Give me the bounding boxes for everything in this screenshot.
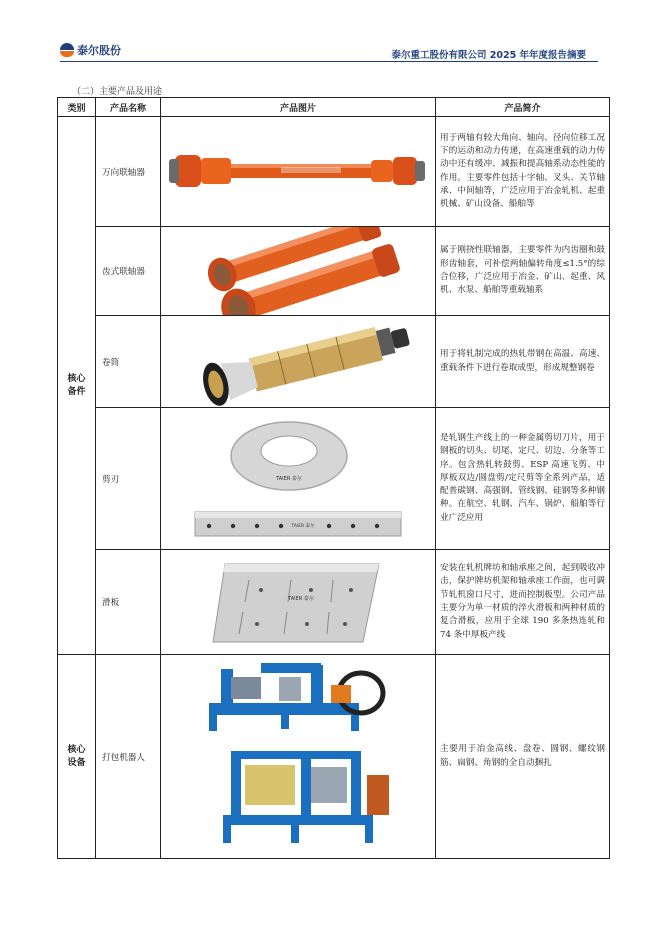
- header-product-name: 产品名称: [96, 98, 161, 117]
- products-table: [57, 97, 610, 859]
- blade-bar-mark-text: TAIER 泰尔: [291, 524, 315, 529]
- table-header-row: [58, 98, 610, 117]
- product-name: 万向联轴器: [96, 117, 161, 227]
- table-row: [58, 227, 610, 316]
- product-description: 用于将轧制完成的热轧带钢在高温、高速、重载条件下进行卷取成型，形成规整钢卷: [436, 316, 610, 408]
- company-logo: [60, 42, 121, 58]
- product-name: 齿式联轴器: [96, 227, 161, 316]
- table-row: [58, 408, 610, 550]
- product-description: 属于刚挠性联轴器，主要零件为内齿圈和鼓形齿轴套，可补偿两轴偏转角度≤1.5°的综合位移，广泛应用于冶金、矿山、起重、风机、水泵、船舶等重载轴系: [436, 227, 610, 316]
- product-name: 卷筒: [96, 316, 161, 408]
- product-name: 滑板: [96, 550, 161, 655]
- product-name: 剪刃: [96, 408, 161, 550]
- category-core-equipment: [58, 655, 96, 859]
- page-header: [60, 40, 598, 62]
- shear-blade-image: [161, 408, 436, 550]
- category-core-spares: [58, 117, 96, 655]
- product-description: 用于两轴有较大角向、轴向、径向位移工况下的运动和动力传递，在高速重载的动力传动中还有缓冲、减振和提高轴系动态性能的作用。主要零件包括十字轴、叉头、关节轴承、中间轴等，广泛应用于冶金轧机、起重机械、矿山设备、船舶等: [436, 117, 610, 227]
- report-title: 泰尔重工股份有限公司 2025 年年度报告摘要: [391, 50, 586, 61]
- plate-mark-text: TAIER 泰尔: [288, 596, 314, 602]
- universal-coupling-image: [161, 117, 436, 227]
- category-label: 核心 备件: [67, 373, 86, 397]
- header-product-intro: 产品简介: [436, 98, 610, 117]
- reel-drum-image: [161, 316, 436, 408]
- product-description: 安装在轧机牌坊和轴承座之间，起到吸收冲击，保护牌坊机架和轴承座工作面，也可调节轧机窗口尺寸，进而控制板型。公司产品主要分为单一材质的淬火滑板和两种材质的复合滑板，应用于全球 190 多条热连轧和74 条中厚板产线: [436, 550, 610, 655]
- product-description: 是轧钢生产线上的一种金属剪切刀片，用于钢板的切头、切尾、定尺、切边、分条等工序。包含热轧转鼓剪、ESP 高速飞剪、中厚板双边/圆盘剪/定尺剪等全系列产品，适配普碳钢、高强钢、管线钢、硅钢等多种钢种。在航空、轧钢、汽车、锅炉、船舶等行业广泛应用: [436, 408, 610, 550]
- section-title: （二）主要产品及用途: [72, 87, 163, 97]
- product-description: 主要用于冶金高线、盘卷、圆钢、螺纹钢筋、扁钢、角钢的全自动捆扎: [436, 655, 610, 859]
- table-row: [58, 550, 610, 655]
- table-row: [58, 117, 610, 227]
- category-label: 核心 设备: [67, 744, 86, 768]
- slide-plate-image: [161, 550, 436, 655]
- logo-mark-icon: [60, 43, 74, 57]
- bundling-robot-image: [161, 655, 436, 859]
- table-row: [58, 655, 610, 859]
- table-row: [58, 316, 610, 408]
- gear-coupling-image: [161, 227, 436, 316]
- header-category: 类别: [58, 98, 96, 117]
- logo-text: 泰尔股份: [77, 44, 121, 57]
- product-name: 打包机器人: [96, 655, 161, 859]
- blade-mark-text: TAIER 泰尔: [276, 476, 302, 482]
- header-product-image: 产品图片: [161, 98, 436, 117]
